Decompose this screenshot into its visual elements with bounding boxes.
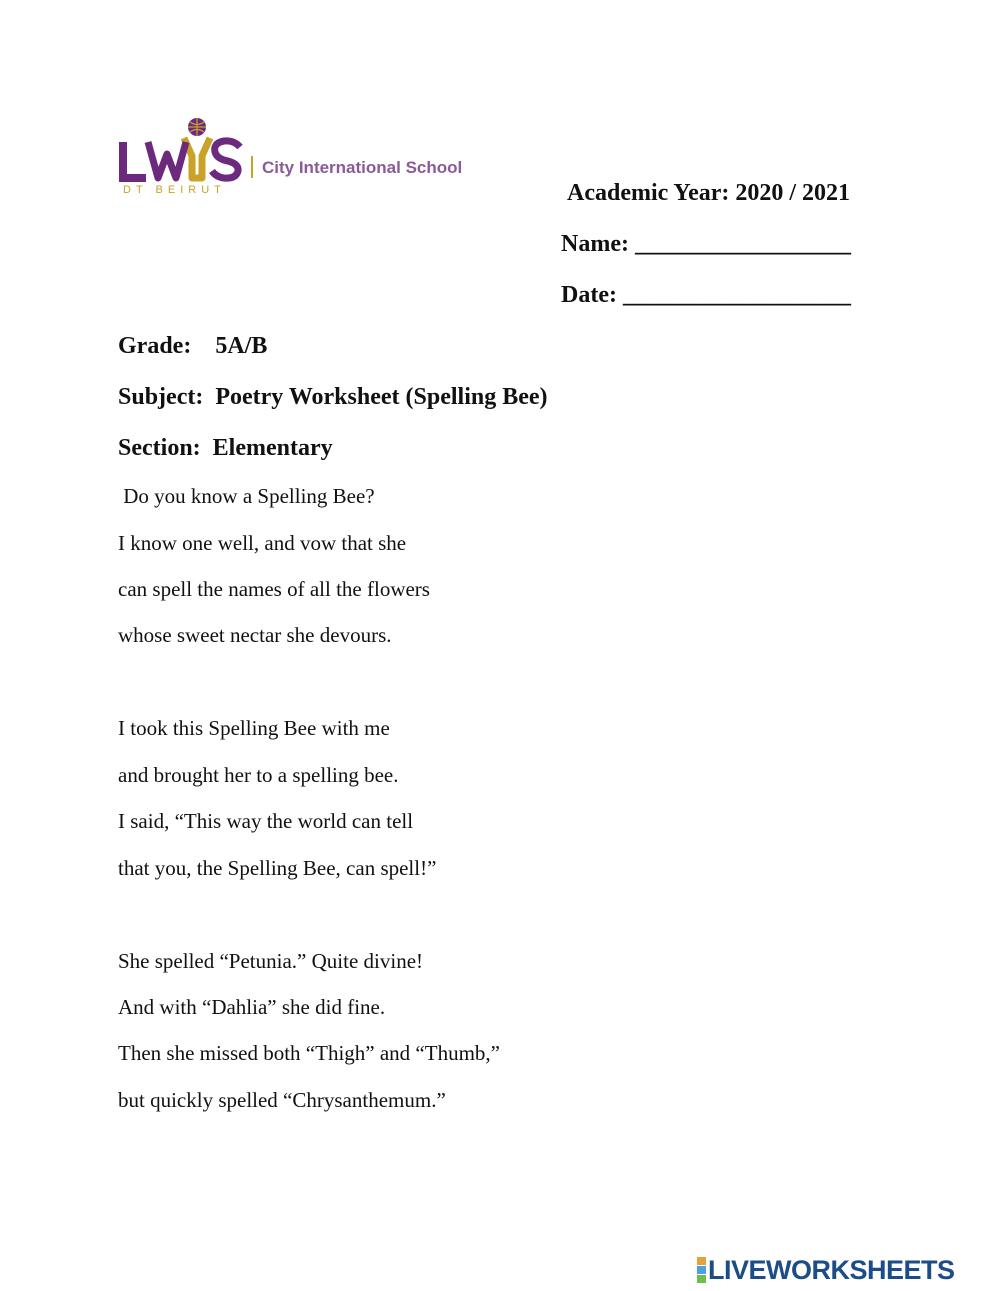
subject-row — [118, 384, 548, 411]
section-row — [118, 435, 333, 462]
poem-line: Do you know a Spelling Bee? — [118, 484, 375, 508]
poem-line: can spell the names of all the flowers — [118, 577, 430, 601]
poem-line: whose sweet nectar she devours. — [118, 623, 392, 647]
date-field[interactable]: Date: ___________________ — [561, 282, 851, 308]
logo-school-name: City International School — [262, 158, 463, 177]
name-field[interactable]: Name: __________________ — [561, 231, 851, 257]
poem-line: I said, “This way the world can tell — [118, 809, 414, 833]
logo-location: DT BEIRUT — [123, 184, 226, 196]
poem-line: Then she missed both “Thigh” and “Thumb,” — [118, 1041, 500, 1065]
poem-line: And with “Dahlia” she did fine. — [118, 995, 386, 1019]
grade-label: Grade: — [118, 333, 192, 359]
grade-value: 5A/B — [215, 333, 268, 359]
brand-blocks-icon — [697, 1257, 706, 1284]
brand-text: LIVEWORKSHEETS — [708, 1254, 955, 1285]
grade-row — [118, 333, 267, 360]
section-label: Section: — [118, 435, 201, 461]
school-logo — [118, 116, 478, 206]
section-value: Elementary — [212, 435, 333, 461]
poem-line: that you, the Spelling Bee, can spell!” — [118, 856, 437, 880]
poem-line: She spelled “Petunia.” Quite divine! — [118, 949, 424, 973]
subject-value: Poetry Worksheet (Spelling Bee) — [215, 384, 548, 410]
academic-year: Academic Year: 2020 / 2021 — [567, 180, 851, 206]
subject-label: Subject: — [118, 384, 204, 410]
poem-line: but quickly spelled “Chrysanthemum.” — [118, 1088, 446, 1112]
poem-line: and brought her to a spelling bee. — [118, 763, 399, 787]
poem-line: I took this Spelling Bee with me — [118, 716, 390, 740]
poem-line: I know one well, and vow that she — [118, 531, 407, 555]
liveworksheets-brand — [697, 1254, 955, 1286]
